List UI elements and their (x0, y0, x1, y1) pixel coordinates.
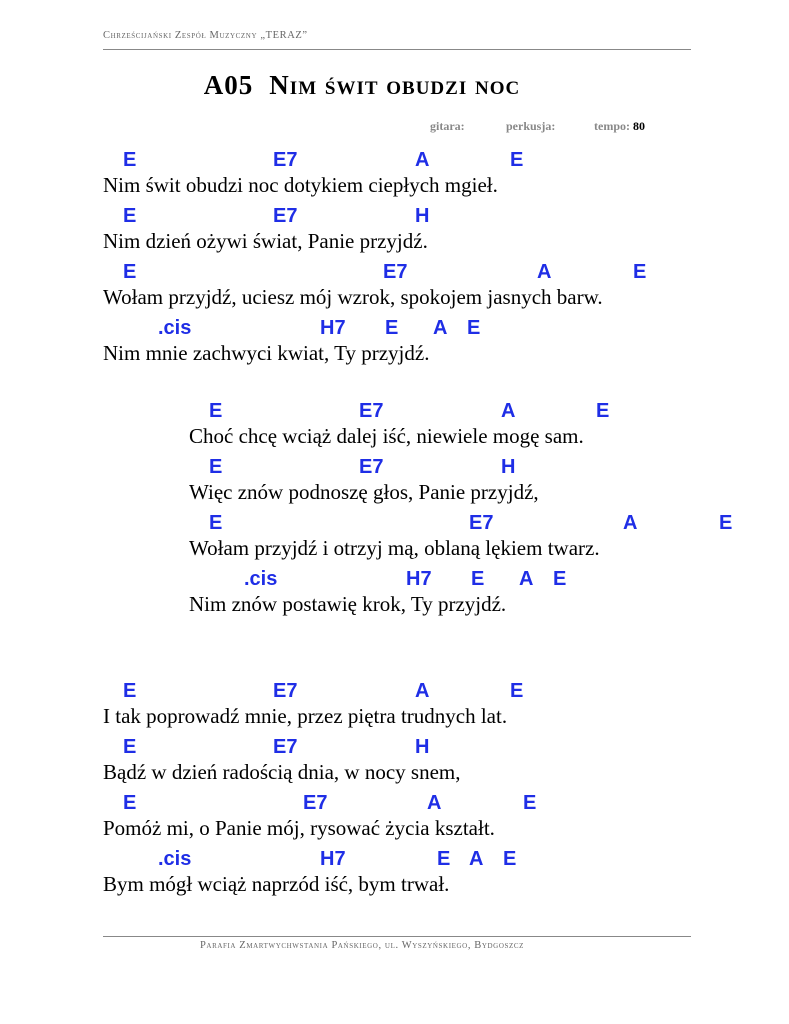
chord: E7 (273, 149, 298, 171)
chord: A (433, 317, 448, 339)
lyric-line: Nim świt obudzi noc dotykiem ciepłych mgieł. (103, 173, 498, 197)
page-header: Chrześcijański Zespół Muzyczny „TERAZ” (103, 30, 308, 41)
lyric-line: Choć chcę wciąż dalej iść, niewiele mogę sam. (189, 424, 584, 448)
lyric-line: I tak poprowadź mnie, przez piętra trudnych lat. (103, 704, 508, 728)
chord: H7 (320, 848, 346, 870)
chord: E (510, 149, 524, 171)
chord: E (467, 317, 481, 339)
tempo-label: tempo: (594, 119, 630, 133)
chord: E (719, 512, 733, 534)
chord: H7 (406, 568, 432, 590)
lyric-line: Nim mnie zachwyci kwiat, Ty przyjdź. (103, 341, 430, 365)
lyric-line: Pomóż mi, o Panie mój, rysować życia kształt. (103, 816, 495, 840)
lyric-line: Bądź w dzień radością dnia, w nocy snem, (103, 760, 461, 784)
chord: A (537, 261, 552, 283)
chord: E7 (383, 261, 408, 283)
chord: H (415, 205, 430, 227)
chord-row (103, 678, 703, 704)
chord: E (437, 848, 451, 870)
chord-row (103, 734, 703, 760)
chord: E (123, 792, 137, 814)
chord: E (633, 261, 647, 283)
chord: A (519, 568, 534, 590)
chord: A (469, 848, 484, 870)
chord-row (189, 398, 789, 424)
chord: E (209, 456, 223, 478)
chord: E (471, 568, 485, 590)
tempo-value: 80 (633, 119, 645, 133)
chord-row (103, 259, 703, 285)
chord: E (123, 680, 137, 702)
chord: H7 (320, 317, 346, 339)
lyric-line: Więc znów podnoszę głos, Panie przyjdź, (189, 480, 539, 504)
chord: E7 (273, 736, 298, 758)
chord: A (415, 680, 430, 702)
chord: E (123, 261, 137, 283)
chord: E7 (273, 205, 298, 227)
chord: E (209, 512, 223, 534)
page-footer: Parafia Zmartwychwstania Pańskiego, ul. Wyszyńskiego, Bydgoszcz (199, 940, 525, 951)
chord: E7 (303, 792, 328, 814)
chord: E7 (469, 512, 494, 534)
chord: H (415, 736, 430, 758)
chord: E (596, 400, 610, 422)
chord: .cis (244, 568, 278, 590)
chord: E (209, 400, 223, 422)
chord-row (103, 315, 703, 341)
tempo (594, 119, 645, 134)
header-divider (103, 49, 691, 50)
chord: E (503, 848, 517, 870)
chord: .cis (158, 317, 192, 339)
chord-row (189, 454, 789, 480)
perkusja-label: perkusja: (506, 119, 556, 133)
chord: E (510, 680, 524, 702)
chord-row (103, 203, 703, 229)
song-title (0, 70, 724, 101)
chord-row (189, 510, 789, 536)
chord: E7 (359, 456, 384, 478)
chord: E (123, 205, 137, 227)
gitara-label: gitara: (430, 119, 465, 133)
lyric-line: Nim dzień ożywi świat, Panie przyjdź. (103, 229, 428, 253)
chord: E7 (273, 680, 298, 702)
footer-divider (103, 936, 691, 937)
lyric-line: Nim znów postawię krok, Ty przyjdź. (189, 592, 507, 616)
lyric-line: Bym mógł wciąż naprzód iść, bym trwał. (103, 872, 450, 896)
chord-row (189, 566, 789, 592)
chord: A (415, 149, 430, 171)
chord-row (103, 790, 703, 816)
chord: E (123, 149, 137, 171)
chord: A (501, 400, 516, 422)
chord: E (523, 792, 537, 814)
chord-row (103, 147, 703, 173)
song-code: A05 (203, 70, 254, 100)
chord: E (123, 736, 137, 758)
chord: E (385, 317, 399, 339)
lyric-line: Wołam przyjdź, uciesz mój wzrok, spokojem jasnych barw. (103, 285, 603, 309)
lyric-line: Wołam przyjdź i otrzyj mą, oblaną lękiem twarz. (189, 536, 600, 560)
song-name: Nim świt obudzi noc (269, 70, 521, 100)
chord: A (623, 512, 638, 534)
chord: A (427, 792, 442, 814)
chord: .cis (158, 848, 192, 870)
chord: E7 (359, 400, 384, 422)
chord: H (501, 456, 516, 478)
chord: E (553, 568, 567, 590)
chord-row (103, 846, 703, 872)
